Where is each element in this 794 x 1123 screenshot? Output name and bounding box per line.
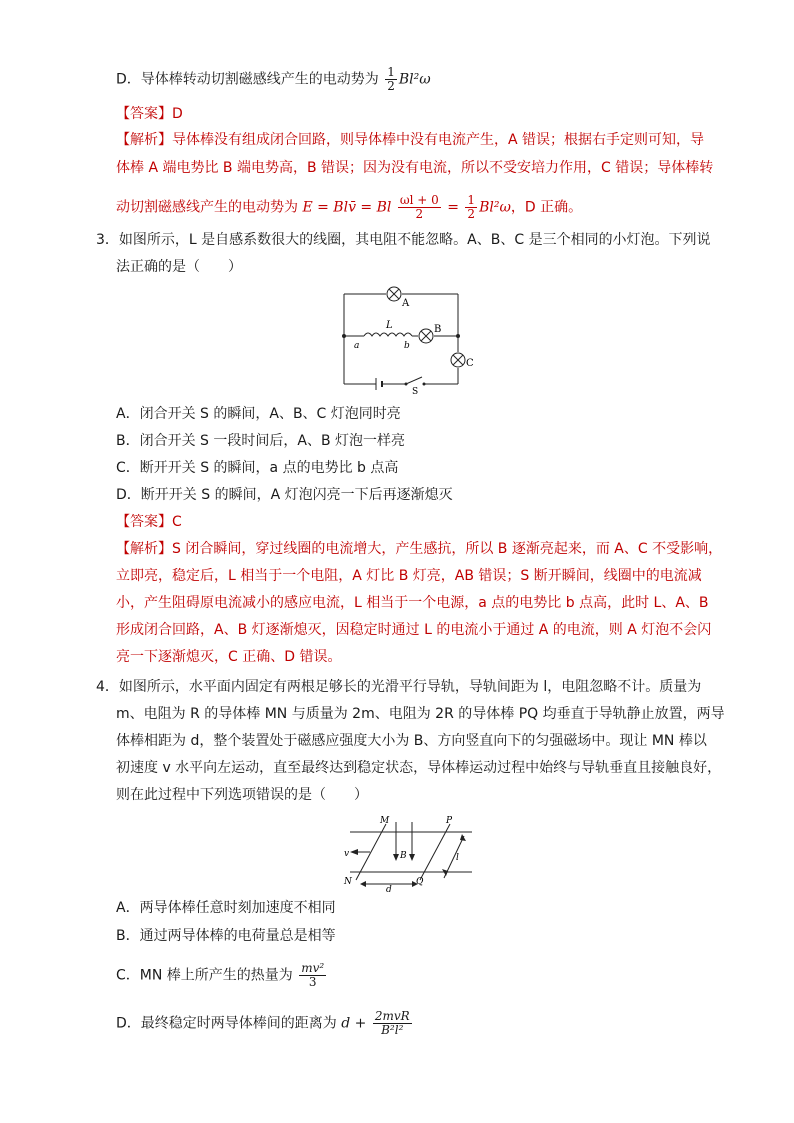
answer-value: D — [172, 106, 183, 122]
fraction-numerator: 1 — [467, 193, 476, 207]
q3-explanation-line-3: 小，产生阻碍原电流减小的感应电流，L 相当于一个电源，a 点的电势比 b 点高，此时 L、A、B — [116, 595, 709, 611]
coil-label: L — [386, 320, 393, 331]
q4-stem-line-1: 4．如图所示，水平面内固定有两根足够长的光滑平行导轨，导轨间距为 l，电阻忽略不计。质量为 — [96, 679, 702, 695]
q4-stem-line-4: 初速度 v 水平向左运动，直至最终达到稳定状态，导体棒运动过程中始终与导轨垂直且接触良好， — [116, 760, 722, 776]
q4-option-d-formula: d + — [341, 1015, 367, 1032]
switch-label: S — [412, 387, 419, 397]
q4-option-a: A．两导体棒任意时刻加速度不相同 — [116, 900, 336, 916]
label-q: Q — [416, 877, 424, 887]
q3-answer — [116, 512, 182, 532]
q4-option-b: B．通过两导体棒的电荷量总是相等 — [116, 928, 336, 944]
q3-explanation-line-2: 立即亮，稳定后，L 相当于一个电阻，A 灯比 B 灯亮，AB 错误；S 断开瞬间，线圈中的电流减 — [116, 568, 702, 584]
q2-explanation-line-1 — [116, 130, 704, 150]
lamp-b-label: B — [434, 324, 442, 335]
explain-tag: 【解析】 — [116, 541, 172, 557]
q3-option-a: A．闭合开关 S 的瞬间，A、B、C 灯泡同时亮 — [116, 406, 401, 422]
lamp-a-label: A — [402, 298, 410, 309]
q3-option-b: B．闭合开关 S 一段时间后，A、B 灯泡一样亮 — [116, 433, 406, 449]
q4-option-d-fraction — [373, 1010, 412, 1037]
q4-rails-diagram — [336, 814, 476, 895]
fraction-numerator: ωl + 0 — [399, 193, 439, 207]
equals-sign: = — [447, 199, 459, 216]
emf-fraction — [398, 194, 441, 221]
label-p: P — [446, 816, 453, 826]
q2-option-d-formula: Bl²ω — [398, 71, 431, 88]
half-fraction — [465, 194, 477, 221]
q3-explanation-line-5: 亮一下逐渐熄灭，C 正确、D 错误。 — [116, 649, 342, 665]
q4-option-d-text: D．最终稳定时两导体棒间的距离为 — [116, 1015, 337, 1032]
q2-option-d-text: D．导体棒转动切割磁感线产生的电动势为 — [116, 71, 379, 88]
lamp-c-label: C — [466, 358, 474, 369]
fraction-numerator: 1 — [387, 65, 395, 79]
q3-option-d: D．断开开关 S 的瞬间，A 灯泡闪亮一下后再逐渐熄灭 — [116, 487, 453, 503]
q4-option-d — [116, 1010, 414, 1037]
answer-tag: 【答案】 — [116, 106, 172, 122]
label-d: d — [386, 885, 392, 895]
q4-option-c — [116, 962, 328, 989]
label-m: M — [380, 816, 390, 826]
q2-explanation-line-3 — [116, 194, 582, 221]
q4-stem-line-3: 体棒相距为 d，整个装置处于磁感应强度大小为 B、方向竖直向下的匀强磁场中。现让 MN 棒以 — [116, 733, 707, 749]
label-l: l — [456, 853, 459, 863]
fraction-numerator: mv² — [301, 961, 325, 975]
q3-explanation-line-4: 形成闭合回路，A、B 灯逐渐熄灭，因稳定时通过 L 的电流小于通过 A 的电流，则 A 灯泡不会闪 — [116, 622, 712, 638]
q2-answer — [116, 104, 183, 124]
fraction-denominator: 2 — [415, 207, 424, 221]
label-b: B — [400, 851, 407, 861]
q3-explanation-line-1 — [116, 539, 722, 559]
q3-stem-line-2: 法正确的是（ ） — [116, 259, 242, 275]
explain-text: S 闭合瞬间，穿过线圈的电流增大，产生感抗，所以 B 逐渐亮起来，而 A、C 不受影响， — [172, 541, 723, 557]
emf-result: Bl²ω — [479, 199, 511, 216]
node-b-label: b — [404, 341, 410, 351]
answer-tag: 【答案】 — [116, 514, 172, 530]
q3-circuit-diagram — [330, 286, 480, 397]
fraction-numerator: 2mvR — [374, 1009, 410, 1023]
fraction-denominator: B²l² — [381, 1023, 404, 1037]
explain-tail: ，D 正确。 — [510, 199, 583, 216]
q3-option-c: C．断开开关 S 的瞬间，a 点的电势比 b 点高 — [116, 460, 399, 476]
emf-formula: E = Blv̄ = Bl — [302, 199, 392, 216]
q4-option-c-fraction — [299, 962, 326, 989]
label-v: v — [344, 849, 350, 859]
q2-option-d — [116, 66, 431, 93]
label-n: N — [344, 877, 352, 887]
q2-option-d-fraction — [385, 66, 397, 93]
node-a-label: a — [354, 341, 360, 351]
fraction-denominator: 2 — [467, 207, 476, 221]
answer-value: C — [172, 514, 182, 530]
explain-tag: 【解析】 — [116, 132, 172, 148]
explain-text: 动切割磁感线产生的电动势为 — [116, 199, 298, 216]
fraction-denominator: 2 — [387, 79, 395, 93]
q4-stem-line-2: m、电阻为 R 的导体棒 MN 与质量为 2m、电阻为 2R 的导体棒 PQ 均垂直于导轨静止放置，两导 — [116, 706, 725, 722]
explain-text: 导体棒没有组成闭合回路，则导体棒中没有电流产生，A 错误；根据右手定则可知，导 — [172, 132, 705, 148]
q4-stem-line-5: 则在此过程中下列选项错误的是（ ） — [116, 787, 368, 803]
q2-explanation-line-2: 体棒 A 端电势比 B 端电势高，B 错误；因为没有电流，所以不受安培力作用，C 错误；导体棒转 — [116, 160, 714, 176]
q3-stem-line-1: 3．如图所示，L 是自感系数很大的线圈，其电阻不能忽略。A、B、C 是三个相同的小灯泡。下列说 — [96, 232, 711, 248]
fraction-denominator: 3 — [308, 975, 317, 989]
q4-option-c-text: C．MN 棒上所产生的热量为 — [116, 967, 293, 984]
